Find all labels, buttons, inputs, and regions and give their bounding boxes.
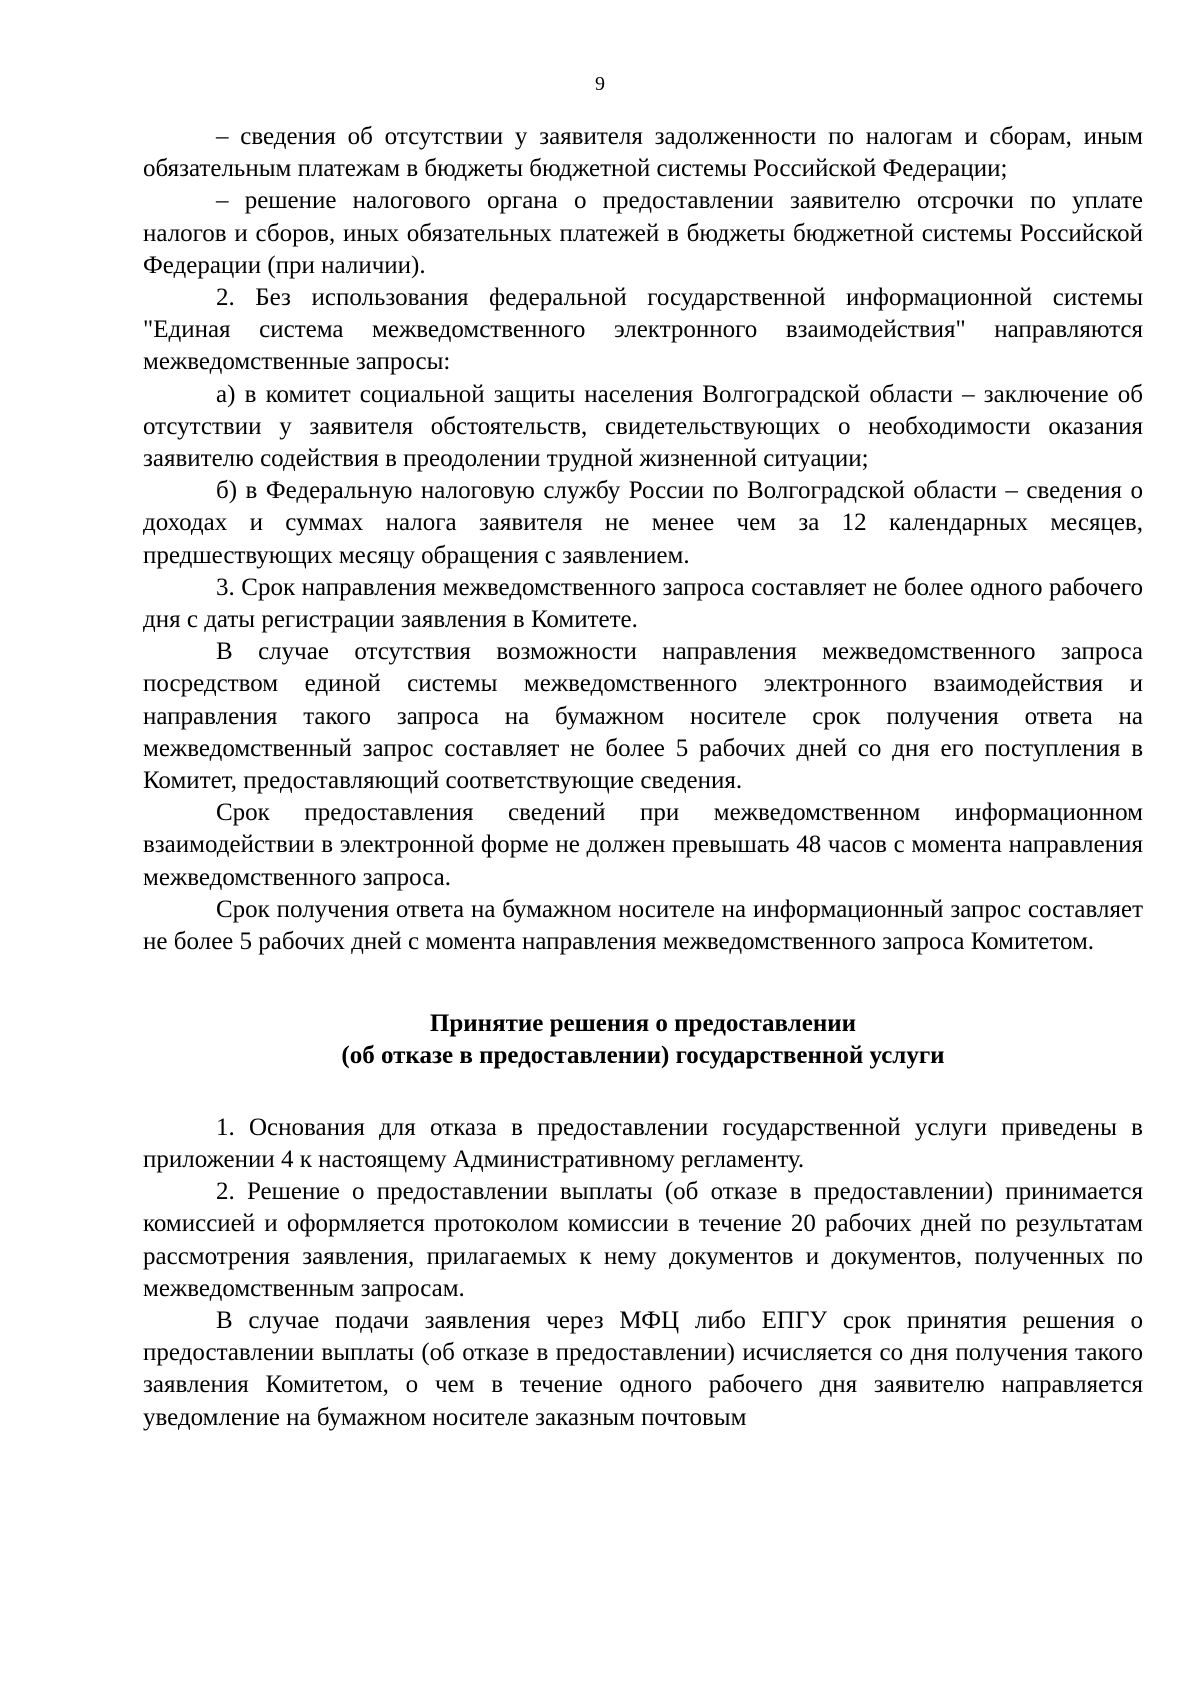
paragraph-request-deadline: 3. Срок направления межведомственного запроса составляет не более одного рабочего дня с даты регистрации заявления в Комитете. (143, 573, 1143, 634)
section-title-line-2: (об отказе в предоставлении) государственной услуги (341, 1042, 945, 1070)
page-number: 9 (595, 73, 605, 95)
document-body (143, 121, 1143, 1434)
paragraph-electronic-response-deadline: Срок предоставления сведений при межведомственном информационном взаимодействии в электронной форме не должен превышать 48 часов с момента направления межведомственного запроса. (143, 799, 1143, 891)
paragraph-tax-deferral-decision: – решение налогового органа о предоставлении заявителю отсрочки по уплате налогов и сборов, иных обязательных платежей в бюджеты бюджетной системы Российской Федерации (при наличии). (143, 187, 1143, 279)
paragraph-refusal-grounds: 1. Основания для отказа в предоставлении государственной услуги приведены в приложении 4 к настоящему Административному регламенту. (143, 1113, 1143, 1173)
paragraph-paper-response-deadline: В случае отсутствия возможности направления межведомственного запроса посредством единой системы межведомственного электронного взаимодействия и направления такого запроса на бумажном носителе срок получения ответа на межведомственный запрос составляет не более 5 рабочих дней со дня его поступления в Комитет, предоставляющий соответствующие сведения. (143, 638, 1143, 795)
spacer (143, 958, 1143, 1008)
paragraph-request-social-committee: а) в комитет социальной защиты населения Волгоградской области – заключение об отсутствии у заявителя обстоятельств, свидетельствующих о необходимости оказания заявителю содействия в преодолении трудной жизненной ситуации; (143, 380, 1143, 473)
paragraph-commission-decision: 2. Решение о предоставлении выплаты (об отказе в предоставлении) принимается комиссией и оформляется протоколом комиссии в течение 20 рабочих дней по результатам рассмотрения заявления, прилагаемых к нему документов и документов, полученных по межведомственным запросам. (143, 1178, 1143, 1302)
spacer (143, 1073, 1143, 1112)
section-title-line-1: Принятие решения о предоставлении (429, 1010, 857, 1038)
paragraph-tax-debt-info: – сведения об отсутствии у заявителя задолженности по налогам и сборам, иным обязательным платежам в бюджеты бюджетной системы Российской Федерации; (143, 123, 1143, 183)
paragraph-paper-info-request-deadline: Срок получения ответа на бумажном носителе на информационный запрос составляет не более 5 рабочих дней с момента направления межведомственного запроса Комитетом. (143, 895, 1143, 956)
paragraph-paper-requests: 2. Без использования федеральной государственной информационной системы "Единая система межведомственного электронного взаимодействия" направляются межведомственные запросы: (143, 284, 1143, 376)
paragraph-mfc-epgu-submission: В случае подачи заявления через МФЦ либо ЕПГУ срок принятия решения о предоставлении выплаты (об отказе в предоставлении) исчисляется со дня получения такого заявления Комитетом, о чем в течение одного рабочего дня заявителю направляется уведомление на бумажном носителе заказным почтовым (143, 1306, 1143, 1431)
section-title (143, 1008, 1143, 1072)
paragraph-request-tax-service: б) в Федеральную налоговую службу России по Волгоградской области – сведения о доходах и суммах налога заявителя не менее чем за 12 календарных месяцев, предшествующих месяцу обращения с заявлением. (143, 477, 1143, 569)
